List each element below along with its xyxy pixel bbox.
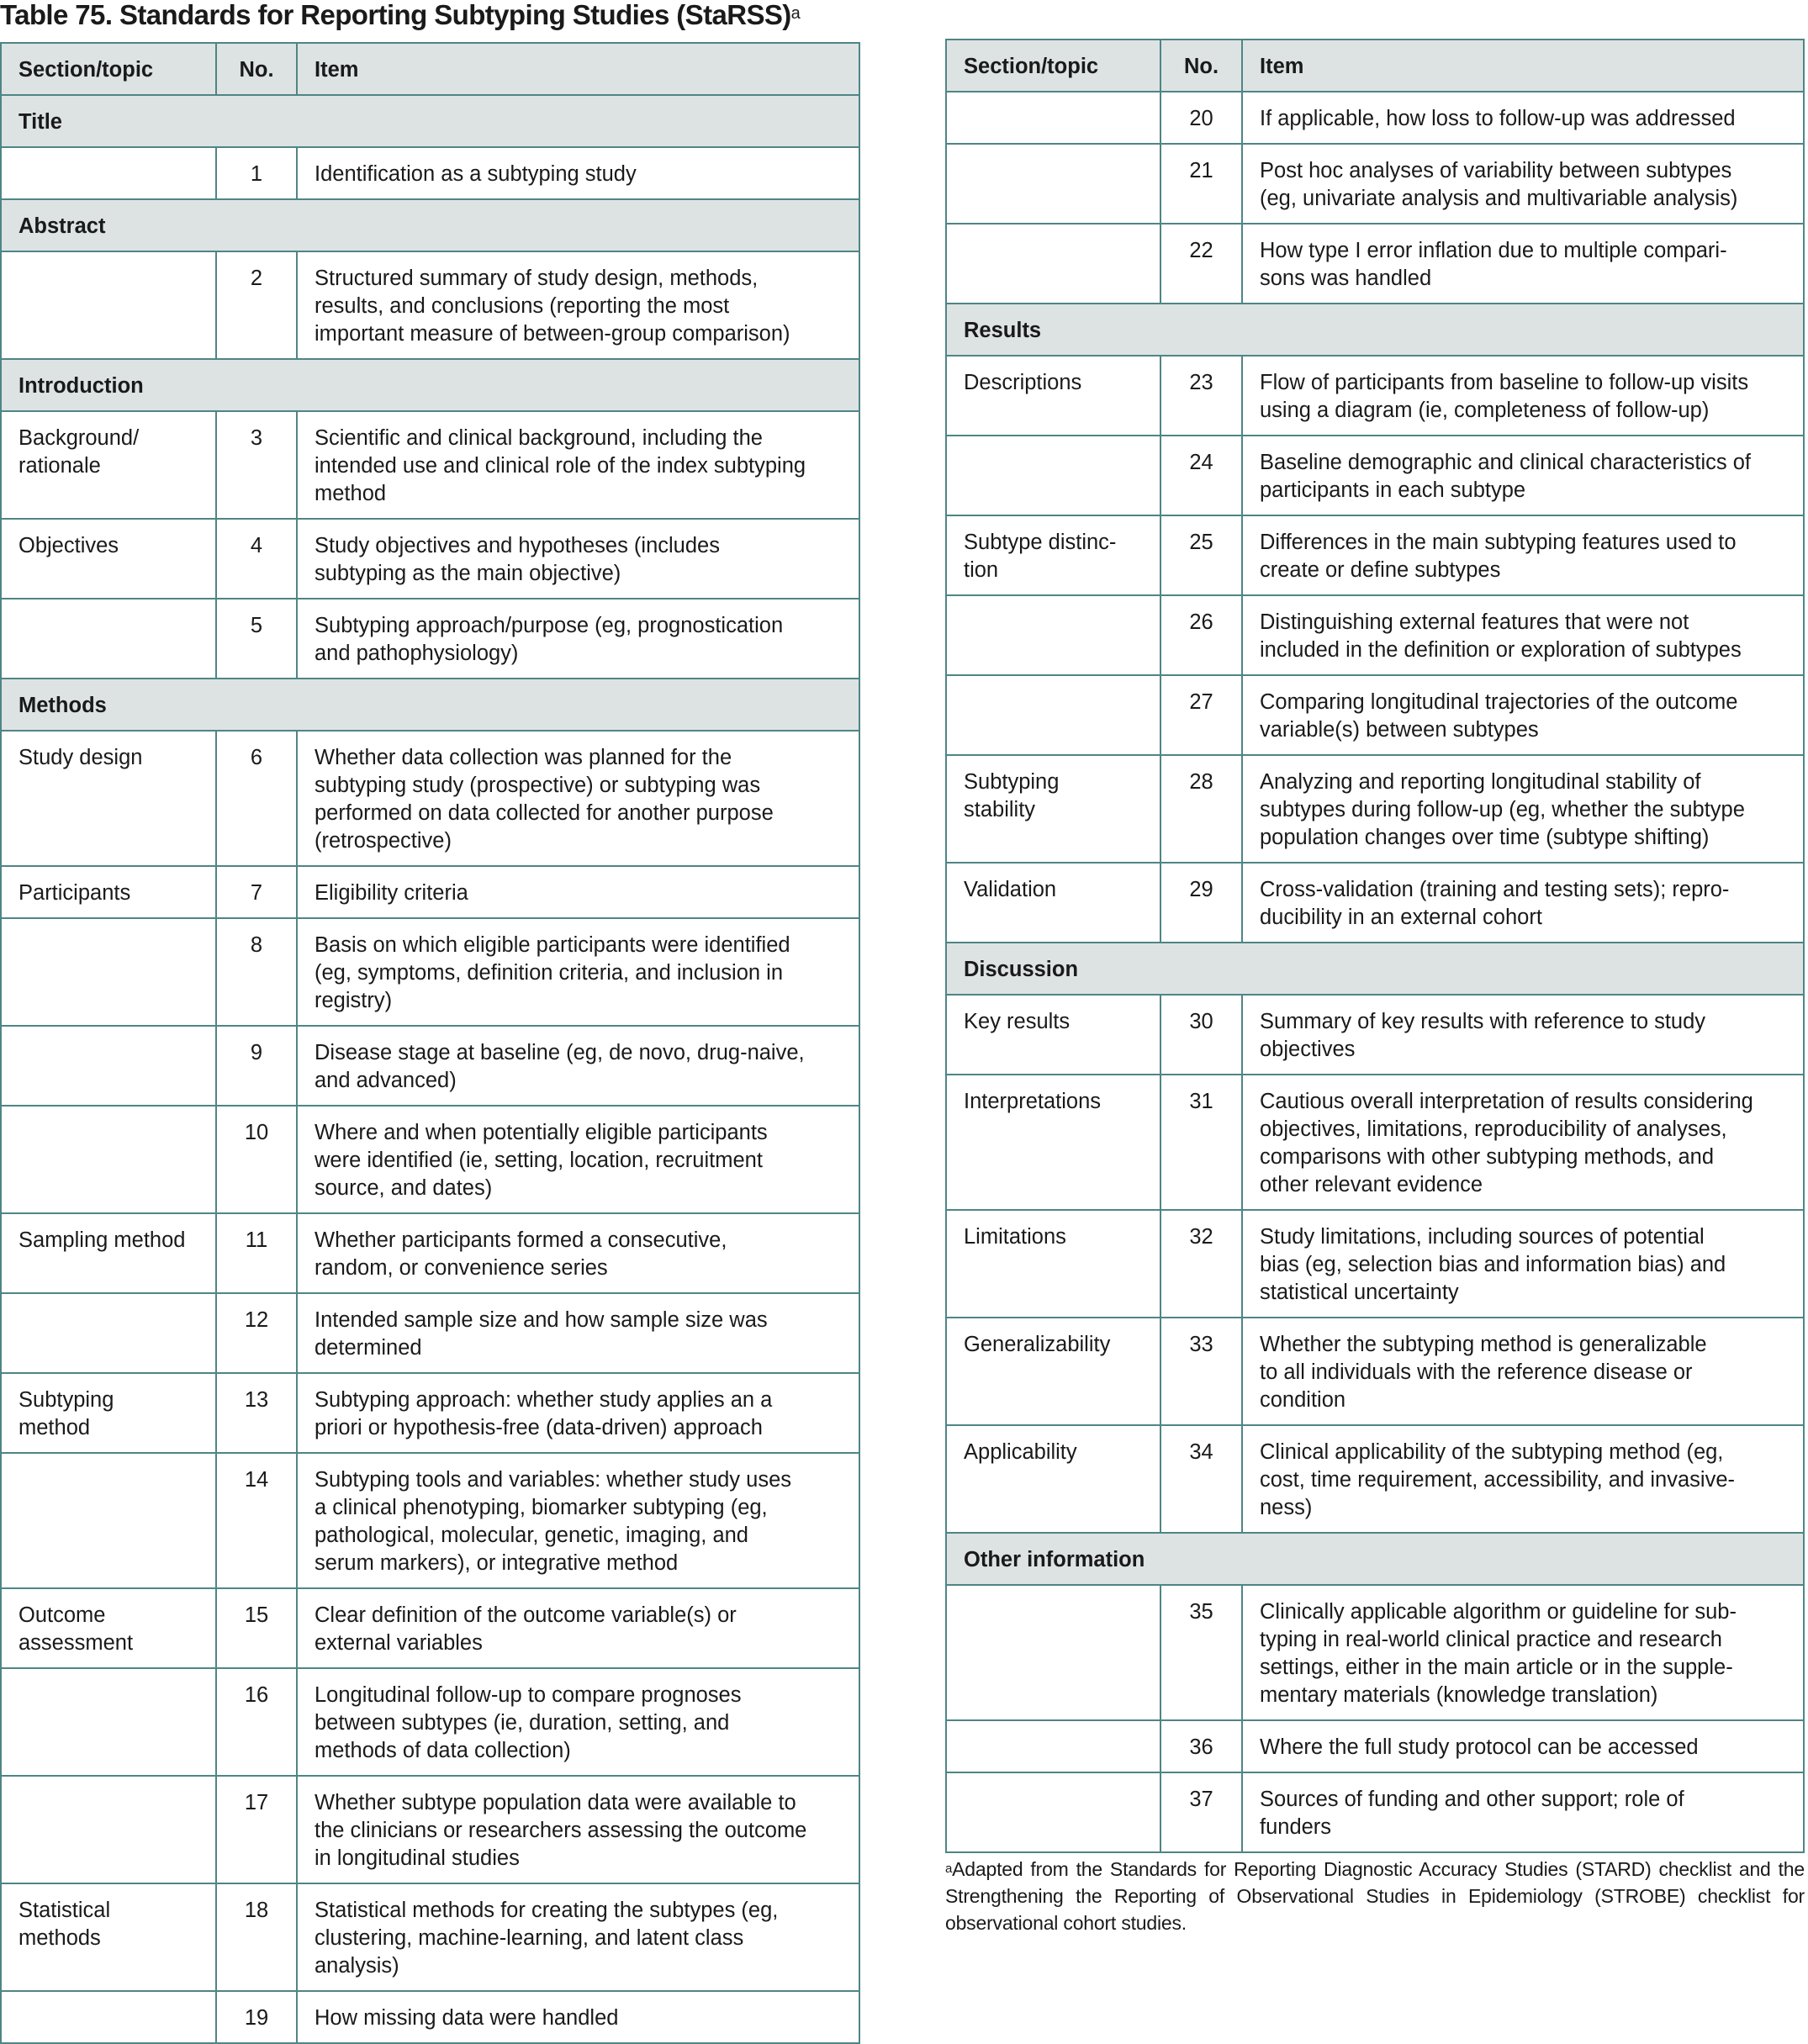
topic-cell	[946, 92, 1160, 144]
topic-cell: Applicability	[946, 1425, 1160, 1533]
table-row	[1, 1026, 859, 1106]
topic-cell: Descriptions	[946, 356, 1160, 436]
item-cell: Differences in the main subtyping features used to create or define subtypes	[1242, 515, 1804, 595]
item-cell: Whether the subtyping method is generalizable to all individuals with the reference disease or condition	[1242, 1318, 1804, 1425]
number-cell: 31	[1160, 1075, 1242, 1210]
topic-cell: Objectives	[1, 519, 216, 599]
number-cell: 12	[216, 1293, 297, 1373]
header-item: Item	[297, 43, 859, 95]
item-cell: Subtyping approach: whether study applies an a priori or hypothesis-free (data-driven) approach	[297, 1373, 859, 1453]
item-cell: Eligibility criteria	[297, 866, 859, 918]
number-cell: 14	[216, 1453, 297, 1588]
topic-cell	[1, 147, 216, 199]
number-cell: 33	[1160, 1318, 1242, 1425]
number-cell: 20	[1160, 92, 1242, 144]
number-cell: 28	[1160, 755, 1242, 863]
topic-cell: Subtyping method	[1, 1373, 216, 1453]
table-footnote	[945, 1856, 1805, 1936]
item-cell: Clinical applicability of the subtyping method (eg, cost, time requirement, accessibility, and invasive- ness)	[1242, 1425, 1804, 1533]
item-cell: Statistical methods for creating the subtypes (eg, clustering, machine-learning, and latent class analysis)	[297, 1883, 859, 1991]
item-cell: Distinguishing external features that were not included in the definition or exploration of subtypes	[1242, 595, 1804, 675]
topic-cell	[1, 1293, 216, 1373]
table-row	[946, 356, 1804, 436]
topic-cell	[1, 251, 216, 359]
item-cell: Longitudinal follow-up to compare prognoses between subtypes (ie, duration, setting, and methods of data collection)	[297, 1668, 859, 1776]
number-cell: 13	[216, 1373, 297, 1453]
number-cell: 16	[216, 1668, 297, 1776]
item-cell: Whether participants formed a consecutive, random, or convenience series	[297, 1213, 859, 1293]
number-cell: 35	[1160, 1585, 1242, 1720]
item-cell: If applicable, how loss to follow-up was addressed	[1242, 92, 1804, 144]
title-footnote-marker: a	[790, 4, 801, 23]
number-cell: 7	[216, 866, 297, 918]
topic-cell	[1, 599, 216, 679]
table-row	[946, 863, 1804, 943]
section-label: Discussion	[946, 943, 1804, 995]
footnote-text: Adapted from the Standards for Reporting Diagnostic Accuracy Studies (STARD) checklist and the Strengthening the Reporting of Observational Studies in Epidemiology (STROBE) checklist for observational cohort studies.	[945, 1858, 1805, 1934]
table-row	[1, 147, 859, 199]
table-row	[946, 436, 1804, 515]
item-cell: Whether data collection was planned for the subtyping study (prospective) or subtyping was performed on data collected for another purpose (retrospective)	[297, 731, 859, 866]
section-label: Abstract	[1, 199, 859, 251]
table-row	[1, 918, 859, 1026]
table-row	[946, 515, 1804, 595]
item-cell: Comparing longitudinal trajectories of the outcome variable(s) between subtypes	[1242, 675, 1804, 755]
number-cell: 30	[1160, 995, 1242, 1075]
table-row	[1, 731, 859, 866]
topic-cell: Outcome assessment	[1, 1588, 216, 1668]
section-row	[1, 359, 859, 411]
topic-cell	[946, 595, 1160, 675]
table-row	[1, 1668, 859, 1776]
number-cell: 29	[1160, 863, 1242, 943]
number-cell: 4	[216, 519, 297, 599]
topic-cell	[946, 1585, 1160, 1720]
table-row	[1, 1106, 859, 1213]
number-cell: 23	[1160, 356, 1242, 436]
item-cell: Cautious overall interpretation of results considering objectives, limitations, reproducibility of analyses, comparisons with other subtyping methods, and other relevant evidence	[1242, 1075, 1804, 1210]
section-label: Introduction	[1, 359, 859, 411]
item-cell: Subtyping tools and variables: whether study uses a clinical phenotyping, biomarker subtyping (eg, pathological, molecular, genetic, imaging, and serum markers), or integrative method	[297, 1453, 859, 1588]
topic-cell	[1, 1026, 216, 1106]
left-table	[0, 42, 860, 2044]
item-cell: Study limitations, including sources of potential bias (eg, selection bias and information bias) and statistical uncertainty	[1242, 1210, 1804, 1318]
item-cell: Post hoc analyses of variability between subtypes (eg, univariate analysis and multivariable analysis)	[1242, 144, 1804, 224]
topic-cell: Subtyping stability	[946, 755, 1160, 863]
item-cell: Where the full study protocol can be accessed	[1242, 1720, 1804, 1772]
table-row	[946, 1318, 1804, 1425]
header-no: No.	[216, 43, 297, 95]
item-cell: Whether subtype population data were available to the clinicians or researchers assessing the outcome in longitudinal studies	[297, 1776, 859, 1883]
item-cell: Flow of participants from baseline to follow-up visits using a diagram (ie, completeness of follow-up)	[1242, 356, 1804, 436]
number-cell: 34	[1160, 1425, 1242, 1533]
table-row	[946, 755, 1804, 863]
section-label: Title	[1, 95, 859, 147]
header-row	[1, 43, 859, 95]
item-cell: Clear definition of the outcome variable(s) or external variables	[297, 1588, 859, 1668]
item-cell: Study objectives and hypotheses (includes subtyping as the main objective)	[297, 519, 859, 599]
item-cell: Structured summary of study design, methods, results, and conclusions (reporting the most important measure of between-group comparison)	[297, 251, 859, 359]
number-cell: 22	[1160, 224, 1242, 304]
number-cell: 37	[1160, 1772, 1242, 1852]
section-row	[946, 304, 1804, 356]
number-cell: 6	[216, 731, 297, 866]
number-cell: 2	[216, 251, 297, 359]
topic-cell	[946, 144, 1160, 224]
table-row	[1, 1293, 859, 1373]
table-row	[946, 92, 1804, 144]
table-row	[946, 1210, 1804, 1318]
number-cell: 24	[1160, 436, 1242, 515]
item-cell: Basis on which eligible participants were identified (eg, symptoms, definition criteria, and inclusion in registry)	[297, 918, 859, 1026]
table-row	[946, 1772, 1804, 1852]
header-section-topic: Section/topic	[946, 40, 1160, 92]
item-cell: Subtyping approach/purpose (eg, prognostication and pathophysiology)	[297, 599, 859, 679]
number-cell: 15	[216, 1588, 297, 1668]
table-title-text: Table 75. Standards for Reporting Subtyping Studies (StaRSS)	[0, 0, 791, 30]
table-row	[1, 1991, 859, 2043]
topic-cell	[1, 918, 216, 1026]
topic-cell: Participants	[1, 866, 216, 918]
header-row	[946, 40, 1804, 92]
topic-cell: Statistical methods	[1, 1883, 216, 1991]
number-cell: 32	[1160, 1210, 1242, 1318]
item-cell: Summary of key results with reference to study objectives	[1242, 995, 1804, 1075]
topic-cell	[1, 1453, 216, 1588]
table-row	[1, 1588, 859, 1668]
table-row	[1, 599, 859, 679]
section-label: Methods	[1, 679, 859, 731]
table-row	[946, 1585, 1804, 1720]
item-cell: Scientific and clinical background, including the intended use and clinical role of the index subtyping method	[297, 411, 859, 519]
number-cell: 8	[216, 918, 297, 1026]
section-row	[1, 95, 859, 147]
header-section-topic: Section/topic	[1, 43, 216, 95]
number-cell: 19	[216, 1991, 297, 2043]
header-item: Item	[1242, 40, 1804, 92]
number-cell: 3	[216, 411, 297, 519]
item-cell: How missing data were handled	[297, 1991, 859, 2043]
footnote-marker: a	[945, 1862, 953, 1876]
topic-cell	[946, 1772, 1160, 1852]
topic-cell	[946, 675, 1160, 755]
number-cell: 5	[216, 599, 297, 679]
topic-cell: Background/ rationale	[1, 411, 216, 519]
number-cell: 27	[1160, 675, 1242, 755]
table-title	[0, 0, 800, 30]
table-row	[1, 411, 859, 519]
number-cell: 36	[1160, 1720, 1242, 1772]
table-row	[1, 1776, 859, 1883]
table-row	[1, 519, 859, 599]
topic-cell	[1, 1106, 216, 1213]
item-cell: How type I error inflation due to multiple compari- sons was handled	[1242, 224, 1804, 304]
topic-cell: Subtype distinc- tion	[946, 515, 1160, 595]
section-row	[946, 943, 1804, 995]
number-cell: 21	[1160, 144, 1242, 224]
topic-cell: Key results	[946, 995, 1160, 1075]
item-cell: Clinically applicable algorithm or guideline for sub- typing in real-world clinical practice and research settings, either in the main article or in the supple- mentary materials (knowledge translation)	[1242, 1585, 1804, 1720]
item-cell: Baseline demographic and clinical characteristics of participants in each subtype	[1242, 436, 1804, 515]
item-cell: Disease stage at baseline (eg, de novo, drug-naive, and advanced)	[297, 1026, 859, 1106]
topic-cell	[1, 1668, 216, 1776]
item-cell: Identification as a subtyping study	[297, 147, 859, 199]
item-cell: Where and when potentially eligible participants were identified (ie, setting, location, recruitment source, and dates)	[297, 1106, 859, 1213]
table-row	[946, 675, 1804, 755]
topic-cell: Generalizability	[946, 1318, 1160, 1425]
topic-cell: Study design	[1, 731, 216, 866]
table-row	[1, 1883, 859, 1991]
number-cell: 9	[216, 1026, 297, 1106]
topic-cell: Validation	[946, 863, 1160, 943]
topic-cell	[1, 1991, 216, 2043]
table-row	[1, 251, 859, 359]
table-row	[946, 1425, 1804, 1533]
table-row	[1, 866, 859, 918]
number-cell: 26	[1160, 595, 1242, 675]
topic-cell	[946, 1720, 1160, 1772]
table-row	[946, 595, 1804, 675]
section-row	[1, 199, 859, 251]
item-cell: Analyzing and reporting longitudinal stability of subtypes during follow-up (eg, whether the subtype population changes over time (subtype shifting)	[1242, 755, 1804, 863]
topic-cell: Sampling method	[1, 1213, 216, 1293]
topic-cell: Interpretations	[946, 1075, 1160, 1210]
item-cell: Cross-validation (training and testing sets); repro- ducibility in an external cohort	[1242, 863, 1804, 943]
table-row	[1, 1453, 859, 1588]
number-cell: 1	[216, 147, 297, 199]
topic-cell	[946, 436, 1160, 515]
topic-cell	[1, 1776, 216, 1883]
item-cell: Sources of funding and other support; role of funders	[1242, 1772, 1804, 1852]
section-label: Other information	[946, 1533, 1804, 1585]
table-row	[1, 1373, 859, 1453]
number-cell: 18	[216, 1883, 297, 1991]
number-cell: 10	[216, 1106, 297, 1213]
section-label: Results	[946, 304, 1804, 356]
table-row	[946, 1075, 1804, 1210]
table-row	[946, 1720, 1804, 1772]
number-cell: 25	[1160, 515, 1242, 595]
table-row	[946, 224, 1804, 304]
table-row	[1, 1213, 859, 1293]
table-row	[946, 144, 1804, 224]
right-table	[945, 39, 1805, 1853]
section-row	[946, 1533, 1804, 1585]
table-row	[946, 995, 1804, 1075]
section-row	[1, 679, 859, 731]
header-no: No.	[1160, 40, 1242, 92]
number-cell: 11	[216, 1213, 297, 1293]
item-cell: Intended sample size and how sample size was determined	[297, 1293, 859, 1373]
topic-cell: Limitations	[946, 1210, 1160, 1318]
topic-cell	[946, 224, 1160, 304]
number-cell: 17	[216, 1776, 297, 1883]
